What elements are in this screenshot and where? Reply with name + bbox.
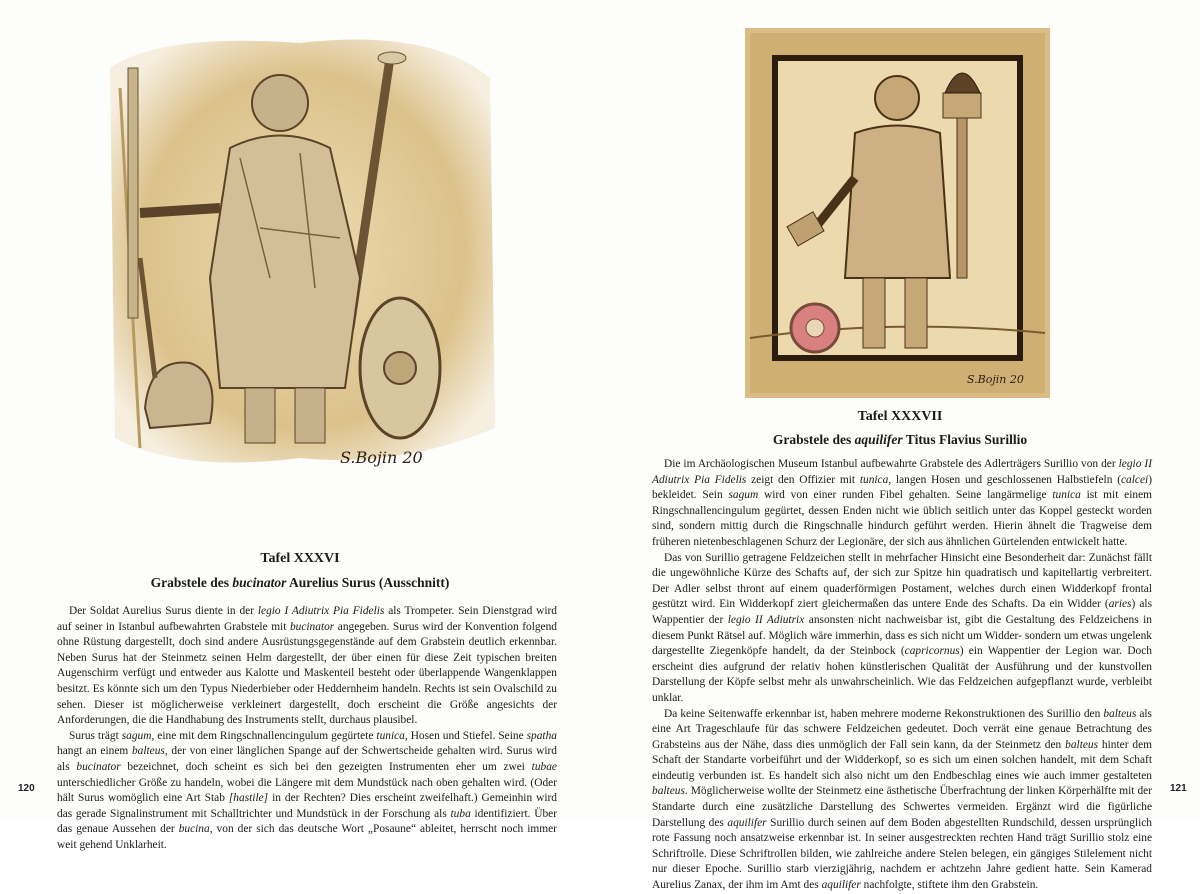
- text-segment: unterschiedlicher Größe zu handeln, wobei die Längere mit dem Mundstück nach oben gehalten wird. (Oder hält Surus womöglich eine Art Stab: [57, 776, 557, 805]
- text-segment: , eine mit dem Ringschnallencingulum gegürtete: [151, 729, 377, 742]
- italic-term: tunica: [859, 473, 889, 486]
- text-segment: ist mit einem Ringschnallencingulum gegürtet, dessen Enden nicht wie üblich seitlich unter das Koppel gesteckt worden sind, sondern mittig durch die Ringschnalle hindurch geführt werden. Hierin ähnelt die Tragweise dem früheren nietenbeschlagenen Schurz der Legionäre, der sich aus ähnlichen Gürtelenden entwickelt hatte.: [652, 489, 1153, 548]
- text-segment: ansonsten nicht nachweisbar ist, gibt die Gestaltung des Feldzeichens in diesem Punkt Rätsel auf. Möglich wäre immerhin, dass es sich nicht um Widder- sondern um etwas ungelenk dargestellte Ziegenköpfe handelt, da der Steinbock (: [652, 613, 1152, 658]
- text-segment: zeigt den Offizier mit: [746, 473, 860, 486]
- text-segment: Grabstele des: [150, 575, 233, 590]
- paragraph: [652, 551, 1152, 707]
- text-segment: . Möglicherweise wollte der Steinmetz eine ästhetische Überfrachtung der linken Körperhälfte mit der Standarte durch eine zusätzliche Darstellung des Schwertes vermeiden. Ergänzt wird die figürliche Darstellung des: [652, 785, 1152, 829]
- text-segment: Die im Archäologischen Museum Istanbul aufbewahrte Grabstele des Adlerträgers Surillio von der: [664, 458, 1119, 470]
- text-segment: als eine Art Trageschlaufe für das schwere Feldzeichen gedeutet. Doch verrät eine genaue Betrachtung des Grabsteins aus der Nähe, dass dies unmöglich der Fall sein kann, da der Steinmetz den: [652, 707, 1152, 751]
- text-segment: ) ein Wappentier der Legion war. Doch erscheint dies aufgrund der relativ hohen künstlerischen Qualität der Ausführung und der kunstvollen Darstellung der Köpfe selbst mehr als unwahrscheinlich. Wie das Feldzeichen aufgepflanzt wurde, verbleibt unklar.: [652, 645, 1152, 704]
- text-segment: Das von Surillio getragene Feldzeichen stellt in mehrfacher Hinsicht eine Besonderheit dar: Zunächst fällt die ungewöhnliche Kürze des Schafts auf, der sich zur Spitze hin quadratisch und kapitellartig verbreitert. Der Adler selbst thront auf einem quaderförmigen Postament, welches durch einen Widderkopf frontal gestützt wird. Ein Widderkopf ziert gleichermaßen das untere Ende des Schafts. Da ein Widder (: [652, 551, 1152, 611]
- text-segment: Der Soldat Aurelius Surus diente in der: [69, 605, 258, 617]
- plate-title: Tafel XXXVI: [260, 551, 340, 566]
- plate-title: Tafel XXXVII: [857, 409, 943, 424]
- italic-term: legio II Adiutrix: [727, 613, 805, 626]
- body-text: [652, 457, 1152, 894]
- page-number: 121: [1170, 783, 1187, 794]
- text-segment: , der von einer länglichen Spange auf der Schwertscheide gehalten wird. Surus wird als: [57, 745, 557, 773]
- text-segment: Aurelius Surus (Ausschnitt): [286, 575, 450, 590]
- text-segment: Titus Flavius Surillio: [902, 432, 1028, 447]
- text-segment: ) bekleidet. Sein: [652, 473, 1152, 502]
- text-segment: wird von einer runden Fibel gehalten. Seine langärmelige: [758, 489, 1053, 502]
- text-segment: identifiziert. Über das genaue Aussehen der: [57, 807, 558, 836]
- text-segment: Surillio durch seinen auf dem Boden abgestellten Rundschild, dessen ursprünglich rote Fassung noch ansatzweise erkennbar ist. In seiner ausgestreckten rechten Hand trägt Surillio stolz eine Schriftrolle. Diese Schriftrollen bilden, wie zahlreiche andere Stelen belegen, ein gängiges Stilelement nicht nur dieser Epoche. Surillio starb vierzigjährig, nachdem er achtzehn Jahre gedient hatte. Sein Kamerad Aurelius Zanax, der ihm im Amt des: [652, 816, 1152, 892]
- artist-signature: S.Bojin 20: [340, 448, 423, 467]
- body-text: [57, 604, 557, 854]
- italic-term: bucinator: [289, 620, 335, 633]
- italic-term: aquilifer: [821, 879, 861, 892]
- paragraph: [652, 457, 1152, 551]
- text-segment: bezeichnet, doch scheint es sich bei den gezeigten Instrumenten eher um zwei: [120, 760, 532, 773]
- italic-term: bucina: [178, 823, 210, 836]
- italic-term: legio I Adiutrix Pia Fidelis: [257, 605, 385, 617]
- paragraph: [57, 729, 557, 854]
- text-segment: in der Rechten? Dies erscheint zweifelhaft.) Gemeinhin wird das gerade Signalinstrument mit Schalltrichter und Mundstück in der Forschung als: [57, 792, 557, 820]
- left-page: [0, 0, 601, 851]
- italic-term: tubae: [531, 760, 557, 773]
- text-segment: angegeben. Surus wird der Konvention folgend ohne Rüstung dargestellt, doch sind andere Ausrüstungsgegenstände auf dem Grabstein deutlich erkennbar. Neben Surus hat der Steinmetz seinen Helm dargestellt, der über einen für diese Zeit typischen breiten Augenschirm verfügt und entweder aus Kalotte und Maskenteil besteht oder überlappende Wangenklappen besitzt. Es könnte sich um den Typus Niederbieber oder Heddernheim handeln. Rechts ist sein Ovalschild zu sehen. Dieser ist möglicherweise verkleinert dargestellt, doch erscheint die Größe angesichts der Anforderungen, die die Handhabung des Instruments stellt, durchaus plausibel.: [57, 620, 558, 727]
- text-segment: nachfolgte, stiftete ihm den Grabstein.: [860, 879, 1039, 892]
- text-segment: Grabstele des: [772, 432, 855, 447]
- paragraph: [57, 604, 557, 729]
- italic-term: balteus: [652, 785, 685, 798]
- page-number: 120: [18, 783, 35, 794]
- illustration-grabstele-surus: [100, 28, 500, 493]
- italic-term: legio II Adiutrix Pia Fidelis: [652, 458, 1152, 486]
- italic-term: sagum: [728, 489, 759, 502]
- italic-term: spatha: [526, 729, 557, 742]
- italic-term: balteus: [1065, 738, 1099, 751]
- text-segment: , Hosen und Stiefel. Seine: [404, 729, 527, 742]
- italic-term: capricornus: [904, 645, 960, 658]
- artist-signature: S.Bojin 20: [967, 373, 1024, 386]
- text-segment: hinter dem Schaft der Standarte vorbeiführt und der Widderkopf, so es sich um einen solchen handelt, mit dem Schaft eindeutig verbunden ist. Es handelt sich also nicht um den Endbeschlag eines wie auch immer gestalteten: [652, 738, 1152, 782]
- plate-subtitle: [600, 432, 1200, 448]
- text-segment: ) als Wappentier der: [652, 598, 1152, 626]
- text-segment: , langen Hosen und geschlossenen Halbstiefeln (: [888, 473, 1121, 486]
- illustration-grabstele-surillio: [745, 28, 1050, 398]
- italic-term: aquilifer: [727, 816, 767, 829]
- text-segment: hangt an einem: [57, 745, 132, 758]
- italic-term: aquilifer: [854, 432, 903, 447]
- italic-term: sagum: [121, 729, 152, 742]
- text-segment: Surus trägt: [69, 729, 122, 742]
- italic-term: calcei: [1120, 473, 1149, 486]
- right-page: [600, 0, 1200, 892]
- text-segment: als Trompeter. Sein Dienstgrad wird auf seiner in Istanbul aufbewahrten Grabstele mit: [57, 605, 557, 633]
- plate-subtitle: [0, 575, 600, 591]
- italic-term: aries: [1108, 598, 1132, 611]
- italic-term: balteus: [131, 745, 165, 758]
- text-segment: , von der sich das deutsche Wort „Posaune“ ableitet, herrscht noch immer weit gehend Unklarheit.: [57, 823, 557, 851]
- paragraph: [652, 707, 1152, 894]
- italic-term: tunica: [376, 729, 405, 742]
- italic-term: bucinator: [232, 575, 287, 590]
- italic-term: tunica: [1052, 489, 1081, 502]
- italic-term: bucinator: [76, 760, 121, 773]
- text-segment: Da keine Seitenwaffe erkennbar ist, haben mehrere moderne Rekonstruktionen des Surillio den: [664, 707, 1104, 720]
- italic-term: balteus: [1103, 707, 1137, 720]
- italic-term: [hastile]: [228, 792, 269, 805]
- italic-term: tuba: [450, 807, 471, 820]
